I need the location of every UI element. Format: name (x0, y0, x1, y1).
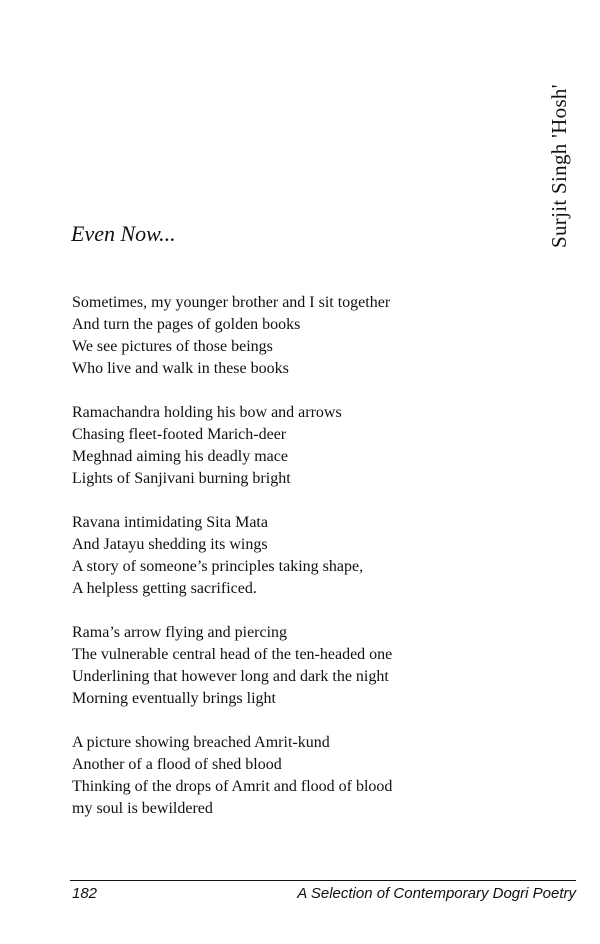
page-number: 182 (72, 885, 98, 902)
footer-divider (70, 880, 576, 881)
poem-line: Rama’s arrow flying and piercing (72, 624, 288, 641)
running-footer-book-title: A Selection of Contemporary Dogri Poetry (297, 885, 576, 902)
poem-line: Who live and walk in these books (72, 360, 289, 377)
poem-line: my soul is bewildered (72, 800, 213, 817)
stanza-2 (72, 402, 512, 490)
poem-line: And Jatayu shedding its wings (72, 536, 268, 553)
poem-line: And turn the pages of golden books (72, 316, 301, 333)
poem-line: A story of someone’s principles taking shape, (72, 558, 364, 575)
poem-line: Underlining that however long and dark the night (72, 668, 389, 685)
stanza-4 (72, 622, 512, 710)
poem-line: Thinking of the drops of Amrit and flood of blood (72, 778, 393, 795)
poem-line: Meghnad aiming his deadly mace (72, 448, 288, 465)
poem-line: Morning eventually brings light (72, 690, 276, 707)
running-header-author: Surjit Singh 'Hosh' (547, 84, 571, 248)
poem-line: A picture showing breached Amrit-kund (72, 734, 330, 751)
poem-title: Even Now... (71, 221, 176, 246)
poem-body (72, 292, 512, 842)
poem-line: Lights of Sanjivani burning bright (72, 470, 291, 487)
poem-line: Ramachandra holding his bow and arrows (72, 404, 342, 421)
poem-line: Ravana intimidating Sita Mata (72, 514, 268, 531)
poem-line: The vulnerable central head of the ten-headed one (72, 646, 393, 663)
poem-line: Chasing fleet-footed Marich-deer (72, 426, 287, 443)
poem-line: Sometimes, my younger brother and I sit together (72, 294, 391, 311)
poem-line: A helpless getting sacrificed. (72, 580, 257, 597)
stanza-5 (72, 732, 512, 820)
stanza-3 (72, 512, 512, 600)
stanza-1 (72, 292, 512, 380)
poem-line: Another of a flood of shed blood (72, 756, 282, 773)
poem-line: We see pictures of those beings (72, 338, 273, 355)
